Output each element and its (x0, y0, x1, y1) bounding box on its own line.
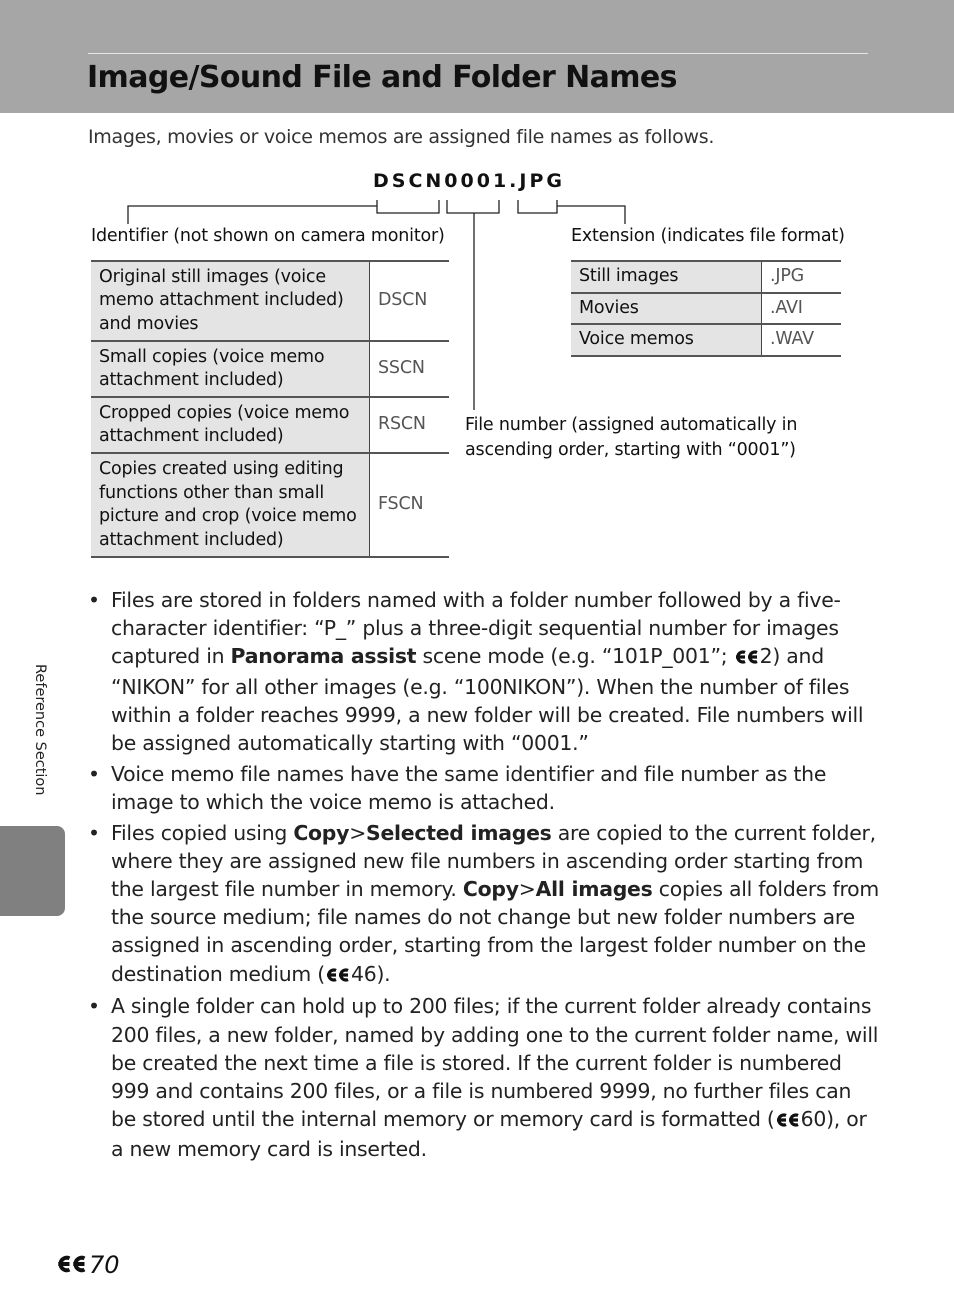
menu-term: Copy (462, 877, 519, 902)
identifier-desc: Cropped copies (voice memo attachment included) (91, 397, 370, 453)
menu-term: Panorama assist (230, 644, 417, 669)
menu-separator: > (518, 877, 536, 902)
identifier-desc: Copies created using editing functions other than small picture and crop (voice memo attachment included) (91, 453, 370, 557)
identifier-code: FSCN (370, 453, 450, 557)
bullet-icon: • (88, 761, 100, 786)
menu-term: Selected images (366, 820, 552, 845)
page-number (55, 1251, 120, 1280)
extension-type: Still images (571, 261, 762, 293)
extension-type: Voice memos (571, 324, 762, 356)
extension-value: .JPG (762, 261, 842, 293)
table-row (91, 261, 449, 341)
menu-term: All images (535, 877, 653, 902)
side-tab-label: Reference Section (32, 664, 48, 796)
extension-type: Movies (571, 293, 762, 325)
identifier-code: DSCN (370, 261, 450, 341)
note-text: Files copied using (111, 820, 294, 845)
side-tab (0, 826, 65, 916)
list-item (90, 992, 880, 1163)
page-number-value: 70 (89, 1251, 120, 1279)
bullet-icon: • (88, 820, 100, 845)
note-text: scene mode (e.g. “101P_001”; (416, 644, 734, 669)
reference-page[interactable]: 46 (350, 961, 377, 986)
table-row (571, 324, 841, 356)
note-text: copies all folders from the source medium; file names do not change but new folder numbers are assigned in ascending order, starting from the largest folder number on the destination medium ( (111, 877, 880, 986)
note-text: ), or a new memory card is inserted. (111, 1107, 867, 1162)
note-text: are copied to the current folder, where they are assigned new file numbers in ascending order starting from the largest file number in memory. (111, 820, 876, 902)
extension-value: .AVI (762, 293, 842, 325)
reference-section-icon (734, 644, 760, 672)
extension-value: .WAV (762, 324, 842, 356)
reference-page[interactable]: 2 (759, 644, 773, 669)
list-item (90, 586, 880, 757)
table-row (571, 293, 841, 325)
note-text: ). (376, 961, 391, 986)
identifier-code: RSCN (370, 397, 450, 453)
reference-section-icon (55, 1252, 89, 1280)
menu-separator: > (349, 820, 367, 845)
bullet-icon: • (88, 588, 100, 612)
list-item (90, 760, 880, 816)
table-row (91, 453, 449, 557)
intro-text: Images, movies or voice memos are assigned file names as follows. (88, 126, 715, 148)
note-text: Voice memo file names have the same identifier and file number as the image to which the voice memo is attached. (111, 761, 827, 814)
identifier-label: Identifier (not shown on camera monitor) (91, 226, 445, 246)
table-row (91, 341, 449, 397)
file-number-label: File number (assigned automatically in ascending order, starting with “0001”) (465, 415, 798, 460)
list-item (90, 819, 880, 990)
notes-list (90, 586, 880, 1166)
page-title: Image/Sound File and Folder Names (87, 60, 677, 95)
menu-term: Copy (293, 820, 350, 845)
extension-label: Extension (indicates file format) (571, 226, 845, 246)
note-text: Files are stored in folders named with a folder number followed by a five-character identifier: “P_” plus a three-digit sequential number for images captured in (111, 588, 841, 669)
table-row (571, 261, 841, 293)
note-text: ) and “NIKON” for all other images (e.g. “100NIKON”). When the number of files within a folder reaches 9999, a new folder will be created. File numbers will be assigned automatically starting with “0001.” (111, 644, 864, 756)
identifier-code: SSCN (370, 341, 450, 397)
filename-example: DSCN0001.JPG (373, 170, 565, 192)
reference-section-icon (775, 1107, 801, 1135)
reference-section-icon (325, 962, 351, 990)
table-row (91, 397, 449, 453)
identifier-desc: Original still images (voice memo attachment included) and movies (91, 261, 370, 341)
reference-page[interactable]: 60 (800, 1107, 827, 1132)
bullet-icon: • (88, 994, 100, 1019)
identifier-table (91, 260, 449, 558)
identifier-desc: Small copies (voice memo attachment included) (91, 341, 370, 397)
extension-table (571, 260, 841, 357)
note-text: A single folder can hold up to 200 files; if the current folder already contains 200 files, a new folder, named by adding one to the current folder name, will be created the next time a file is stored. If the current folder is numbered 999 and contains 200 files, or a file is numbered 9999, no further files can be stored until the internal memory or memory card is formatted ( (111, 994, 879, 1132)
